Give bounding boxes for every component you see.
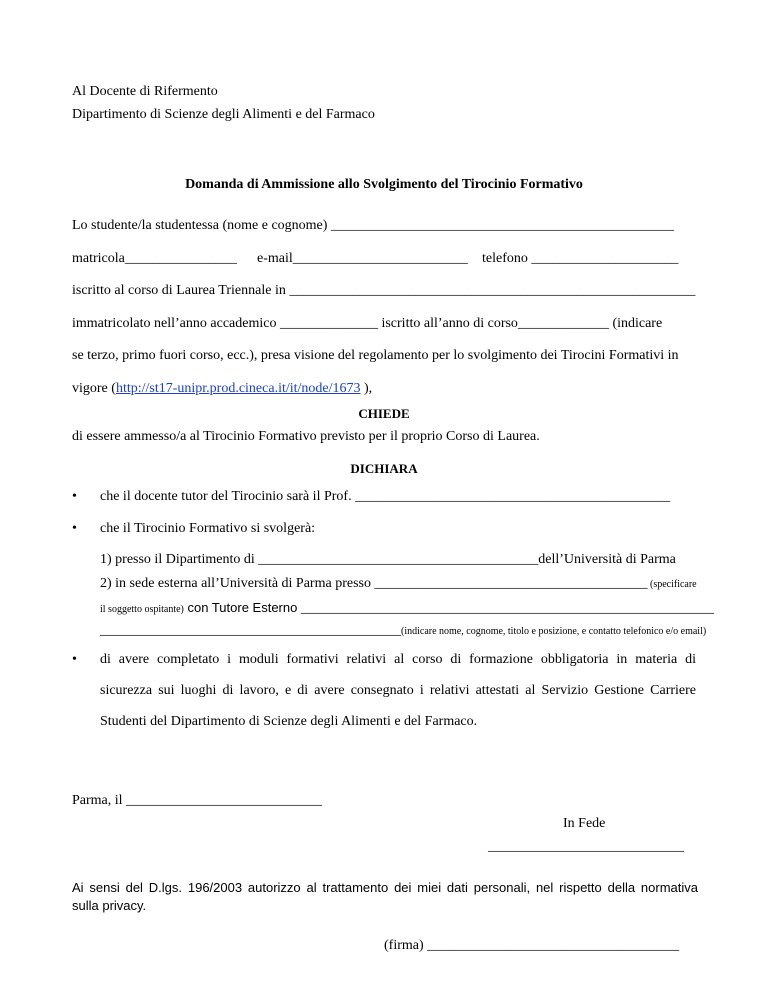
enrollment-line-2: se terzo, primo fuori corso, ecc.), presa visione del regolamento per lo svolgimento dei Tirocini Formativi in — [72, 348, 679, 363]
external-site-blank[interactable]: _______________________________________ — [374, 576, 648, 591]
course-blank[interactable]: __________________________________________________________ — [289, 283, 696, 298]
recipient-line-2: Dipartimento di Scienze degli Alimenti e del Farmaco — [72, 107, 375, 122]
tutor-blank[interactable]: _____________________________________________ — [355, 489, 671, 504]
external-tutor-details-blank[interactable]: ___________________________________________ — [100, 623, 401, 638]
external-site-note: (specificare — [647, 579, 697, 590]
safety-line-2: sicurezza sui luoghi di lavoro, e di avere consegnato i relativi attestati al Servizio Gestione Carriere — [100, 683, 696, 698]
matricola-label: matricola — [72, 251, 125, 266]
course-year-blank[interactable]: _____________ — [517, 316, 609, 331]
bullet-icon — [72, 651, 77, 669]
email-row — [257, 250, 468, 268]
place-date-field[interactable]: Parma, il ____________________________ — [72, 793, 323, 808]
safety-line-1: di avere completato i moduli formativi relativi al corso di formazione obbligatoria in materia di — [100, 652, 696, 667]
vigore-prefix: vigore ( — [72, 381, 116, 396]
tirocinio-location-label: che il Tirocinio Formativo si svolgerà: — [100, 521, 316, 536]
privacy-line-2: sulla privacy. — [72, 898, 147, 913]
signature-line[interactable]: ____________________________ — [488, 839, 684, 854]
tutor-row — [100, 488, 670, 506]
enrollment-line-3 — [72, 380, 372, 398]
course-label: iscritto al corso di Laurea Triennale in — [72, 283, 290, 298]
safety-line-3: Studenti del Dipartimento di Scienze degli Alimenti e del Farmaco. — [100, 714, 478, 729]
matricola-row — [72, 250, 237, 268]
email-label: e-mail — [257, 251, 293, 266]
student-name-blank[interactable]: _________________________________________________ — [330, 218, 674, 233]
external-tutor-blank[interactable]: ___________________________________________________________ — [300, 601, 714, 616]
recipient-line-1: Al Docente di Rifermento — [72, 84, 218, 99]
vigore-suffix: ), — [360, 381, 373, 396]
document-title: Domanda di Ammissione allo Svolgimento del Tirocinio Formativo — [185, 177, 583, 192]
enrollment-middle: iscritto all’anno di corso — [377, 316, 518, 331]
chiede-text: di essere ammesso/a al Tirocinio Formativo previsto per il proprio Corso di Laurea. — [72, 429, 540, 444]
email-blank[interactable]: _________________________ — [292, 251, 468, 266]
external-tutor-details-note: (indicare nome, cognome, titolo e posizione, e contatto telefonico e/o email) — [401, 626, 707, 637]
host-subject-note: il soggetto ospitante) — [100, 604, 184, 615]
student-name-label: Lo studente/la studentessa (nome e cognome) — [72, 218, 331, 233]
regulation-link[interactable]: http://st17-unipr.prod.cineca.it/it/node/1673 — [115, 381, 361, 396]
bullet-icon — [72, 488, 77, 506]
external-tutor-details-row — [100, 622, 706, 641]
external-tutor-row — [100, 599, 714, 619]
tutor-label: che il docente tutor del Tirocinio sarà il Prof. — [100, 489, 356, 504]
chiede-heading: CHIEDE — [358, 406, 410, 421]
dichiara-heading: DICHIARA — [350, 461, 418, 476]
bullet-icon — [72, 520, 77, 538]
department-blank[interactable]: ________________________________________ — [258, 552, 539, 567]
in-fede-label: In Fede — [563, 816, 606, 831]
telefono-row — [482, 250, 678, 268]
external-tutor-label: con Tutore Esterno — [183, 600, 301, 615]
option-external-prefix: 2) in sede esterna all’Università di Parma presso — [100, 576, 375, 591]
option-department-row — [100, 551, 676, 569]
firma-field[interactable]: (firma) ____________________________________ — [384, 938, 680, 953]
enrollment-suffix: (indicare — [608, 316, 663, 331]
privacy-line-1: Ai sensi del D.lgs. 196/2003 autorizzo al trattamento dei miei dati personali, nel rispetto della normativa — [72, 880, 698, 895]
enrollment-prefix: immatricolato nell’anno accademico — [72, 316, 280, 331]
option-external-row — [100, 575, 697, 594]
course-row — [72, 282, 695, 300]
enrollment-row — [72, 315, 662, 333]
matricola-blank[interactable]: ________________ — [124, 251, 237, 266]
telefono-blank[interactable]: _____________________ — [531, 251, 679, 266]
option-department-suffix: dell’Università di Parma — [538, 552, 676, 567]
option-department-prefix: 1) presso il Dipartimento di — [100, 552, 259, 567]
academic-year-blank[interactable]: ______________ — [279, 316, 378, 331]
telefono-label: telefono — [482, 251, 532, 266]
student-name-row — [72, 217, 674, 235]
